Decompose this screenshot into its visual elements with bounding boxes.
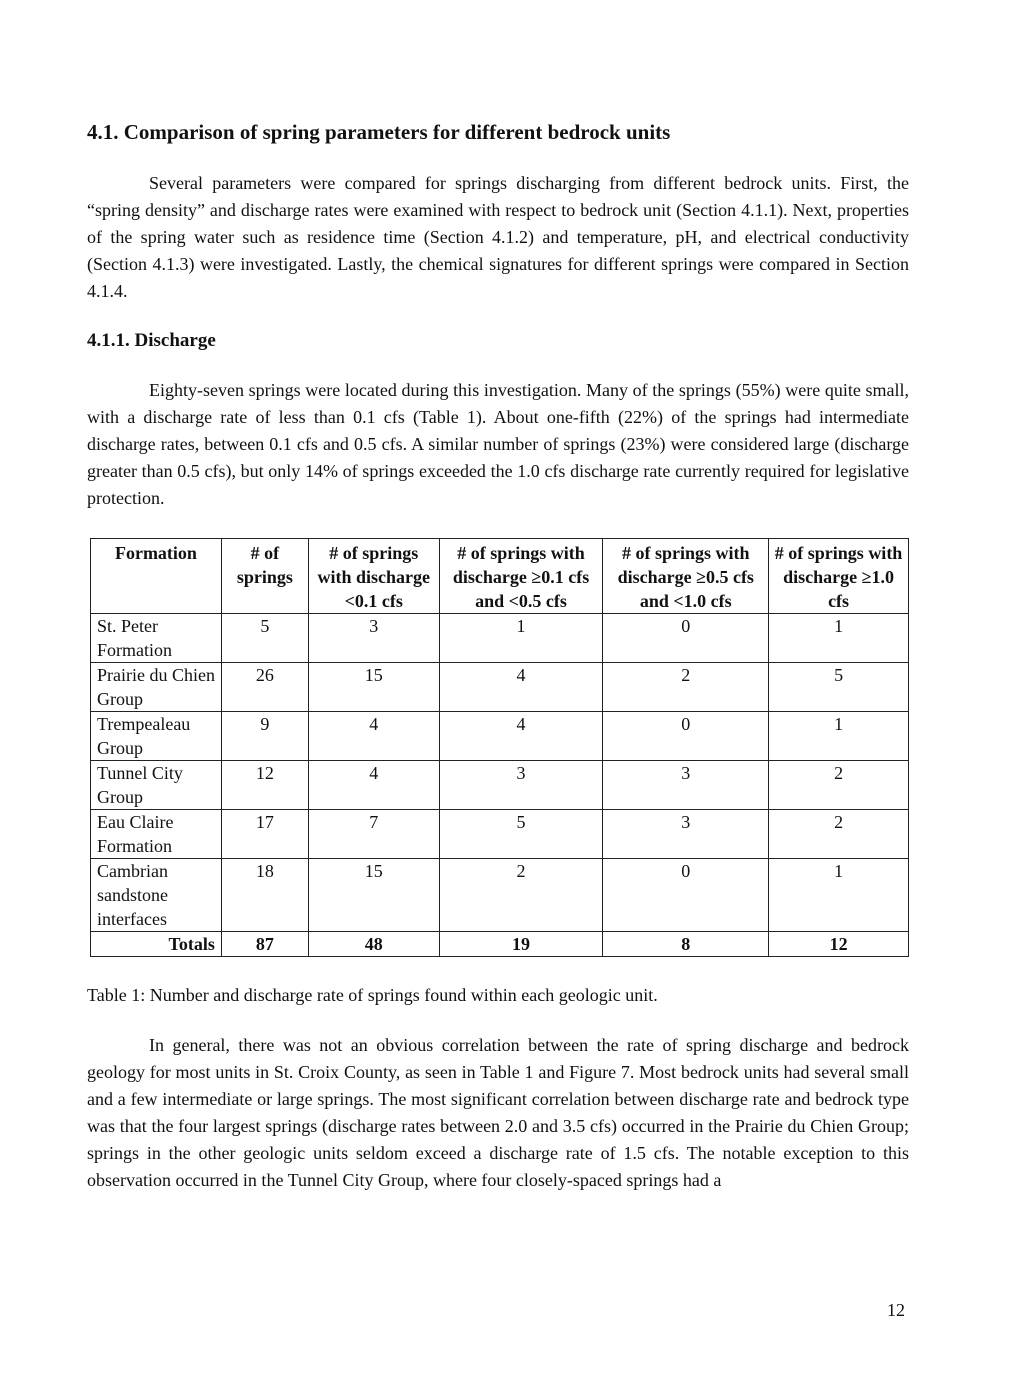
b01-05-cell: 2 — [439, 859, 603, 932]
total-cell: 5 — [221, 614, 308, 663]
totals-lt01: 48 — [308, 932, 439, 957]
subsection-heading: 4.1.1. Discharge — [87, 330, 216, 351]
header-0-1-to-0-5: # of springs with discharge ≥0.1 cfs and <0.5 cfs — [439, 539, 603, 614]
total-cell: 9 — [221, 712, 308, 761]
table-row — [91, 712, 909, 761]
total-cell: 26 — [221, 663, 308, 712]
total-cell: 17 — [221, 810, 308, 859]
b01-05-cell: 4 — [439, 712, 603, 761]
table-row — [91, 663, 909, 712]
b05-10-cell: 2 — [603, 663, 769, 712]
table-row — [91, 614, 909, 663]
ge10-cell: 1 — [769, 712, 909, 761]
totals-row — [91, 932, 909, 957]
b05-10-cell: 3 — [603, 810, 769, 859]
lt01-cell: 7 — [308, 810, 439, 859]
total-cell: 18 — [221, 859, 308, 932]
lt01-cell: 15 — [308, 859, 439, 932]
b05-10-cell: 0 — [603, 712, 769, 761]
table-row — [91, 761, 909, 810]
table-header-row — [91, 539, 909, 614]
formation-cell: Tunnel City Group — [91, 761, 222, 810]
ge10-cell: 5 — [769, 663, 909, 712]
total-cell: 12 — [221, 761, 308, 810]
lt01-cell: 15 — [308, 663, 439, 712]
formation-cell: Eau Claire Formation — [91, 810, 222, 859]
discharge-table — [90, 538, 909, 957]
section-heading: 4.1. Comparison of spring parameters for different bedrock units — [87, 120, 671, 144]
lt01-cell: 4 — [308, 761, 439, 810]
lt01-cell: 4 — [308, 712, 439, 761]
header-num-springs: # of springs — [221, 539, 308, 614]
discharge-paragraph: Eighty-seven springs were located during this investigation. Many of the springs (55%) were quite small, with a discharge rate of less than 0.1 cfs (Table 1). About one-fifth (22%) of the springs had intermediate discharge rates, between 0.1 cfs and 0.5 cfs. A similar number of springs (23%) were considered large (discharge greater than 0.5 cfs), but only 14% of springs exceeded the 1.0 cfs discharge rate currently required for legislative protection. — [87, 380, 909, 508]
header-ge-1-0: # of springs with discharge ≥1.0 cfs — [769, 539, 909, 614]
lt01-cell: 3 — [308, 614, 439, 663]
b01-05-cell: 1 — [439, 614, 603, 663]
table-row — [91, 810, 909, 859]
b01-05-cell: 4 — [439, 663, 603, 712]
correlation-paragraph: In general, there was not an obvious correlation between the rate of spring discharge and bedrock geology for most units in St. Croix County, as seen in Table 1 and Figure 7. Most bedrock units had several small and a few intermediate or large springs. The most significant correlation between discharge rate and bedrock type was that the four largest springs (discharge rates between 2.0 and 3.5 cfs) occurred in the Prairie du Chien Group; springs in the other geologic units seldom exceed a discharge rate of 1.5 cfs. The notable exception to this observation occurred in the Tunnel City Group, where four closely-spaced springs had a — [87, 1035, 909, 1190]
formation-cell: St. Peter Formation — [91, 614, 222, 663]
b05-10-cell: 0 — [603, 614, 769, 663]
table-caption: Table 1: Number and discharge rate of springs found within each geologic unit. — [87, 985, 658, 1005]
ge10-cell: 2 — [769, 761, 909, 810]
ge10-cell: 2 — [769, 810, 909, 859]
b05-10-cell: 3 — [603, 761, 769, 810]
page-number: 12 — [887, 1300, 905, 1320]
b01-05-cell: 3 — [439, 761, 603, 810]
intro-paragraph: Several parameters were compared for springs discharging from different bedrock units. First, the “spring density” and discharge rates were examined with respect to bedrock unit (Section 4.1.1). Next, properties of the spring water such as residence time (Section 4.1.2) and temperature, pH, and electrical conductivity (Section 4.1.3) were investigated. Lastly, the chemical signatures for different springs were compared in Section 4.1.4. — [87, 173, 909, 301]
header-0-5-to-1-0: # of springs with discharge ≥0.5 cfs and <1.0 cfs — [603, 539, 769, 614]
formation-cell: Cambrian sandstone interfaces — [91, 859, 222, 932]
totals-label: Totals — [91, 932, 222, 957]
b05-10-cell: 0 — [603, 859, 769, 932]
table-row — [91, 859, 909, 932]
formation-cell: Prairie du Chien Group — [91, 663, 222, 712]
totals-ge10: 12 — [769, 932, 909, 957]
totals-total: 87 — [221, 932, 308, 957]
totals-b01-05: 19 — [439, 932, 603, 957]
formation-cell: Trempealeau Group — [91, 712, 222, 761]
ge10-cell: 1 — [769, 614, 909, 663]
header-formation: Formation — [91, 539, 222, 614]
totals-b05-10: 8 — [603, 932, 769, 957]
ge10-cell: 1 — [769, 859, 909, 932]
b01-05-cell: 5 — [439, 810, 603, 859]
header-lt-0-1: # of springs with discharge <0.1 cfs — [308, 539, 439, 614]
